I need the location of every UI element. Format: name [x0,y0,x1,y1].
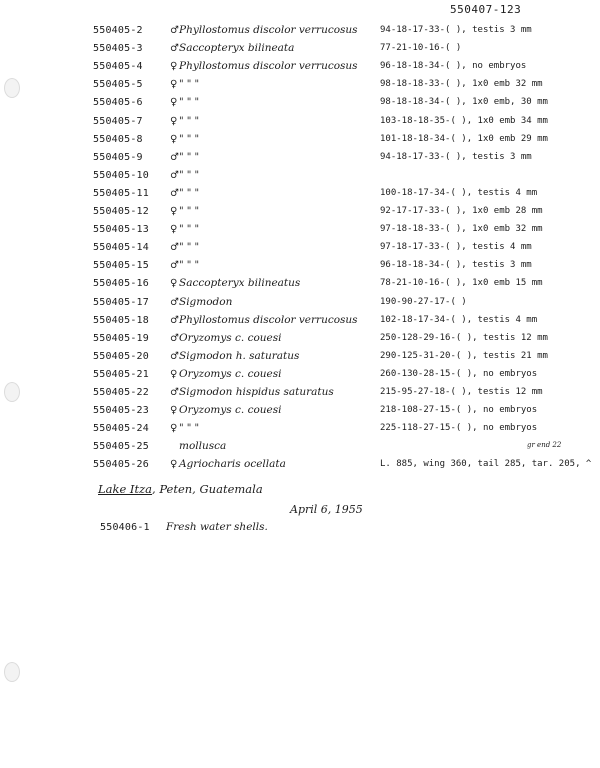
species-name: " " " [179,133,200,145]
catalog-number: 550405-23 [93,405,149,417]
species-name: " " " [179,260,200,272]
locality-lake: Lake Itza [98,482,153,496]
sex-symbol: ♀ [170,459,178,471]
sex-symbol: ♀ [170,423,178,435]
species-name: " " " [179,79,200,91]
catalog-number: 550405-3 [93,43,143,55]
catalog-number: 550405-14 [93,242,149,254]
catalog-number: 550405-9 [93,151,143,163]
measurements: 100-18-17-34-( ), testis 4 mm [380,187,538,198]
species-name: " " " [179,115,200,127]
binder-hole-middle [4,382,20,402]
sex-symbol: ♂ [170,296,179,308]
catalog-number: 550406-1 [100,522,150,533]
sex-symbol: ♀ [170,61,178,73]
catalog-number: 550405-20 [93,350,149,362]
sex-symbol: ♂ [170,387,179,398]
species-name: " " " [179,423,200,435]
measurements: L. 885, wing 360, tail 285, tar. 205, ^ [380,459,592,470]
catalog-number: 550405-16 [93,278,149,290]
species-name: Sigmodon h. saturatus [179,349,300,362]
binder-hole-top [4,78,20,98]
catalog-number: 550405-25 [93,441,149,453]
species-name: Phyllostomus discolor verrucosus [179,60,358,73]
measurements: 94-18-17-33-( ), testis 3 mm [380,151,532,162]
catalog-number: 550405-10 [93,169,149,181]
sex-symbol: ♀ [170,115,178,127]
measurements: 101-18-18-34-( ), 1x0 emb 29 mm [380,133,548,144]
species-name: Sigmodon [179,295,233,308]
measurements: 97-18-17-33-( ), testis 4 mm [380,242,532,253]
measurements: 215-95-27-18-( ), testis 12 mm [380,387,543,397]
locality-date: April 6, 1955 [290,503,363,516]
sex-symbol: ♀ [170,278,178,290]
catalog-number: 550405-5 [93,79,143,91]
species-name: " " " [179,206,200,217]
species-name: Saccopteryx bilineata [179,42,295,55]
measurements: 102-18-17-34-( ), testis 4 mm [380,314,538,325]
catalog-number: 550405-2 [93,25,143,36]
measurements: 190-90-27-17-( ) [380,296,467,307]
measurements: 92-17-17-33-( ), 1x0 emb 28 mm [380,206,543,216]
measurements: 96-18-18-34-( ), testis 3 mm [380,260,532,271]
catalog-number: 550405-22 [93,387,149,398]
species-name: " " " [179,169,200,181]
measurements: 103-18-18-35-( ), 1x0 emb 34 mm [380,115,548,126]
measurements: 77-21-10-16-( ) [380,43,462,54]
catalog-number: 550405-12 [93,206,149,217]
species-name: " " " [179,97,200,109]
catalog-number: 550405-17 [93,296,149,308]
catalog-number: 550405-6 [93,97,143,109]
measurements: 225-118-27-15-( ), no embryos [380,423,538,434]
catalog-number: 550405-21 [93,368,149,380]
sex-symbol: ♀ [170,97,178,109]
species-name: " " " [179,242,200,254]
sex-symbol: ♂ [170,43,179,55]
species-name: Oryzomys c. couesi [179,331,282,344]
catalog-number: 550405-11 [93,187,149,199]
measurements: 250-128-29-16-( ), testis 12 mm [380,332,548,343]
catalog-number: 550405-19 [93,332,149,344]
measurements: 94-18-17-33-( ), testis 3 mm [380,25,532,35]
measurements: 96-18-18-34-( ), no embryos [380,61,527,72]
sex-symbol: ♀ [170,405,178,417]
species-name: Oryzomys c. couesi [179,404,282,417]
sex-symbol: ♂ [170,332,179,344]
sex-symbol: ♂ [170,350,179,362]
species-name: " " " [179,224,200,236]
catalog-number: 550405-24 [93,423,149,435]
locality-header [98,482,263,496]
sex-symbol: ♀ [170,79,178,91]
catalog-number: 550405-8 [93,133,143,145]
measurements: 78-21-10-16-( ), 1x0 emb 15 mm [380,278,543,289]
sex-symbol: ♂ [170,242,179,254]
sex-symbol: ♂ [170,25,179,36]
measurements: 98-18-18-33-( ), 1x0 emb 32 mm [380,79,543,90]
catalog-number: 550405-26 [93,459,149,471]
species-name: Phyllostomus discolor verrucosus [179,313,358,326]
entry-26-note: gr end 22 [527,441,562,449]
binder-hole-bottom [4,662,20,682]
sex-symbol: ♂ [170,260,179,272]
species-name: Fresh water shells. [166,521,268,533]
measurements: 260-130-28-15-( ), no embryos [380,368,538,379]
sex-symbol: ♀ [170,133,178,145]
sex-symbol: ♂ [170,314,179,326]
catalog-number: 550405-7 [93,115,143,127]
catalog-number: 550405-18 [93,314,149,326]
sex-symbol: ♀ [170,368,178,380]
species-name: mollusca [179,440,227,453]
species-name: Oryzomys c. couesi [179,367,282,380]
sex-symbol: ♂ [170,151,179,163]
species-name: Agriocharis ocellata [179,458,286,471]
catalog-number: 550405-13 [93,224,149,236]
sex-symbol: ♀ [170,206,178,217]
species-name: " " " [179,187,200,199]
catalog-number: 550405-4 [93,61,143,73]
sex-symbol: ♂ [170,169,179,181]
locality-place: , Peten, Guatemala [152,482,263,496]
sex-symbol: ♂ [170,187,179,199]
species-name: Phyllostomus discolor verrucosus [179,24,358,36]
measurements: 290-125-31-20-( ), testis 21 mm [380,350,548,361]
species-name: Saccopteryx bilineatus [179,277,301,290]
measurements: 97-18-18-33-( ), 1x0 emb 32 mm [380,224,543,235]
page-id: 550407-123 [450,3,522,16]
species-name: " " " [179,151,200,163]
species-name: Sigmodon hispidus saturatus [179,386,334,398]
sex-symbol: ♀ [170,224,178,236]
catalog-number: 550405-15 [93,260,149,272]
measurements: 98-18-18-34-( ), 1x0 emb, 30 mm [380,97,548,108]
measurements: 218-108-27-15-( ), no embryos [380,405,538,416]
